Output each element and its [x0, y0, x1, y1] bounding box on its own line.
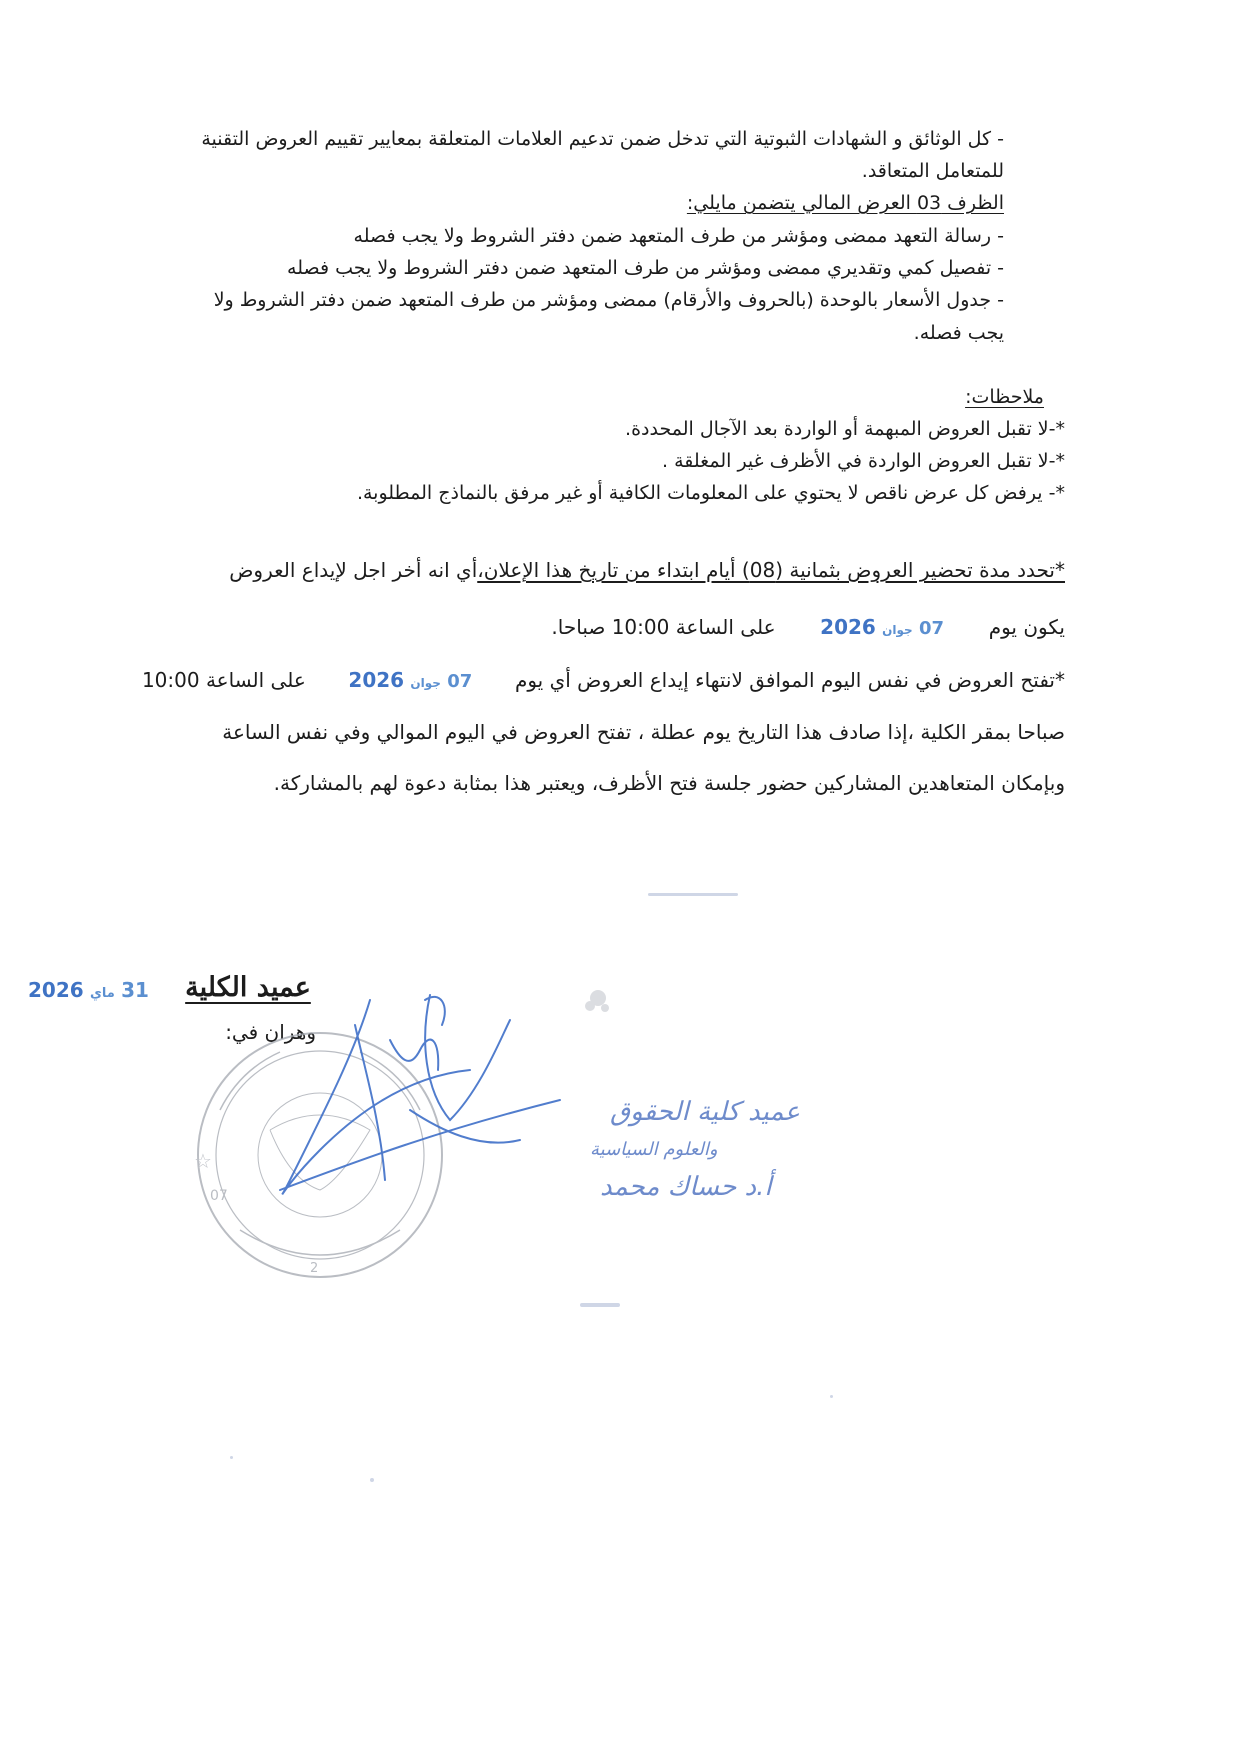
- dean-title: عميد الكلية: [185, 972, 311, 1003]
- svg-text:2: 2: [310, 1261, 319, 1276]
- opening-line3: وبإمكان المتعاهدين المشاركين حضور جلسة فتح الأظرف، ويعتبر هذا بمثابة دعوة لهم بالمشاركة.: [273, 771, 1065, 795]
- envelope3-title: الظرف 03 العرض المالي يتضمن مايلي:: [686, 192, 1004, 214]
- technical-docs-line2: للمتعامل المتعاقد.: [861, 160, 1004, 182]
- envelope3-item: - رسالة التعهد ممضى ومؤشر من طرف المتعهد ضمن دفتر الشروط ولا يجب فصله: [353, 225, 1004, 247]
- note-item: *-لا تقبل العروض الواردة في الأظرف غير المغلقة .: [662, 450, 1065, 472]
- scan-artifact: [648, 893, 738, 896]
- opening-line2: صباحا بمقر الكلية ،إذا صادف هذا التاريخ يوم عطلة ، تفتح العروض في اليوم الموالي وفي نفس الساعة: [222, 720, 1065, 744]
- place-date-label: وهران في:: [225, 1020, 316, 1044]
- scan-artifact: [580, 1303, 620, 1307]
- deadline-date-stamp: 07 جوان 2026: [820, 615, 944, 639]
- notes-title: ملاحظات:: [965, 386, 1044, 408]
- svg-text:والعلوم السياسية: والعلوم السياسية: [590, 1139, 718, 1160]
- deadline-time: على الساعة 10:00 صباحا.: [551, 615, 776, 639]
- svg-text:☆: ☆: [194, 1149, 212, 1173]
- deadline-line1: [229, 557, 1065, 583]
- deadline-line2: [551, 614, 1065, 643]
- scan-artifact: [370, 1478, 374, 1482]
- handwritten-signature-icon: [280, 995, 560, 1194]
- deadline-rest: أي انه أخر اجل لإيداع العروض: [229, 558, 478, 582]
- opening-date-stamp: 07 جوان 2026: [348, 668, 473, 692]
- envelope3-item: يجب فصله.: [913, 322, 1004, 344]
- seal-and-signature: [180, 980, 801, 1300]
- official-seal-icon: [194, 1033, 442, 1277]
- svg-text:عميد كلية الحقوق: عميد كلية الحقوق: [610, 1097, 801, 1127]
- technical-docs-line1: - كل الوثائق و الشهادات الثبوتية التي تدخل ضمن تدعيم العلامات المتعلقة بمعايير تقييم العروض التقنية: [201, 128, 1004, 150]
- scan-artifact: [230, 1456, 233, 1459]
- envelope3-item: - تفصيل كمي وتقديري ممضى ومؤشر من طرف المتعهد ضمن دفتر الشروط ولا يجب فصله: [287, 257, 1004, 279]
- svg-text:07: 07: [210, 1188, 228, 1204]
- envelope3-item: - جدول الأسعار بالوحدة (بالحروف والأرقام) ممضى ومؤشر من طرف المتعهد ضمن دفتر الشروط ولا: [213, 289, 1004, 311]
- note-item: *- يرفض كل عرض ناقص لا يحتوي على المعلومات الكافية أو غير مرفق بالنماذج المطلوبة.: [356, 482, 1065, 504]
- opening-line1: [142, 667, 1065, 696]
- note-item: *-لا تقبل العروض المبهمة أو الواردة بعد الآجال المحددة.: [625, 418, 1065, 440]
- deadline-day-prefix: يكون يوم: [988, 615, 1065, 639]
- deadline-duration: *تحدد مدة تحضير العروض بثمانية (08) أيام ابتداء من تاريخ هذا الإعلان،: [477, 558, 1065, 582]
- opening-prefix: *تفتح العروض في نفس اليوم الموافق لانتهاء إيداع العروض أي يوم: [514, 668, 1065, 692]
- opening-time: على الساعة 10:00: [141, 668, 306, 692]
- signature-date-stamp: 31 ماي 2026: [28, 978, 149, 1002]
- handwritten-name-icon: [590, 1097, 800, 1202]
- svg-text:أ.د حساك محمد: أ.د حساك محمد: [600, 1172, 772, 1202]
- scan-artifact: [830, 1395, 833, 1398]
